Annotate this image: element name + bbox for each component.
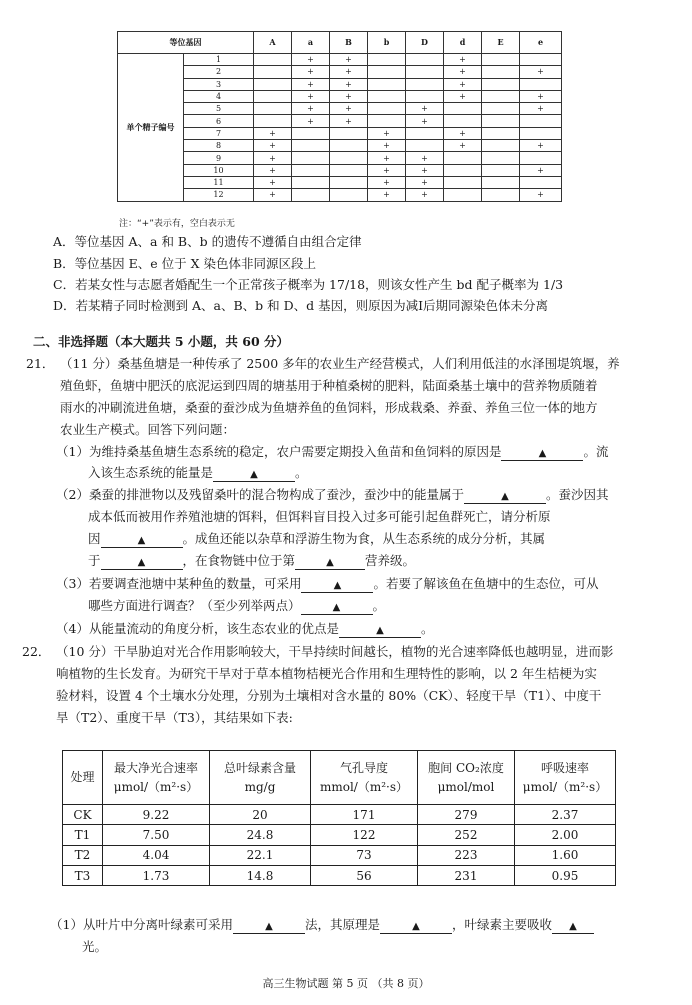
q21-p2-text: 营养级。	[365, 553, 416, 568]
table-row	[63, 865, 616, 885]
allele-cell: +	[254, 164, 292, 176]
treatment-cell: T1	[63, 825, 103, 845]
allele-cell: +	[254, 152, 292, 164]
q22-sub1-line1	[50, 917, 594, 934]
allele-cell: +	[292, 90, 330, 102]
allele-cell: +	[330, 54, 368, 66]
allele-cell: +	[292, 78, 330, 90]
allele-table-body	[118, 54, 562, 202]
value-cell: 24.8	[210, 825, 311, 845]
allele-cell: +	[254, 176, 292, 188]
answer-blank[interactable]: ▲	[101, 557, 183, 570]
allele-cell	[254, 90, 292, 102]
allele-cell	[482, 78, 520, 90]
q21-p1-text: 。	[295, 465, 308, 480]
header-unit: mmol/（m²·s）	[319, 779, 409, 794]
allele-cell: +	[368, 127, 406, 139]
header-title: 胞间 CO₂浓度	[428, 760, 504, 775]
q21-part2-line3	[88, 531, 545, 548]
sperm-id: 12	[184, 189, 254, 201]
value-cell: 223	[418, 845, 515, 865]
page-footer: 高三生物试题 第 5 页 （共 8 页）	[262, 977, 430, 990]
allele-cell: +	[330, 78, 368, 90]
allele-cell: +	[330, 66, 368, 78]
allele-cell	[330, 152, 368, 164]
allele-col: a	[292, 32, 330, 54]
value-cell: 9.22	[103, 805, 210, 825]
treatment-cell: T3	[63, 865, 103, 885]
column-header	[311, 751, 418, 805]
allele-cell: +	[444, 90, 482, 102]
sperm-row	[118, 189, 562, 201]
q22-line3: 验材料，设置 4 个土壤水分处理，分别为土壤相对含水量的 80%（CK）、轻度干旱（T1）、中度干	[56, 688, 602, 703]
column-header	[63, 751, 103, 805]
allele-cell	[330, 140, 368, 152]
treatment-cell: T2	[63, 845, 103, 865]
allele-cell	[292, 127, 330, 139]
q21-part4-line1	[56, 621, 433, 638]
value-cell: 0.95	[515, 865, 616, 885]
allele-cell	[482, 66, 520, 78]
q21-line4: 农业生产模式。回答下列问题：	[60, 422, 236, 437]
allele-cell: +	[406, 103, 444, 115]
value-cell: 171	[311, 805, 418, 825]
allele-cell: +	[406, 176, 444, 188]
allele-cell: +	[368, 140, 406, 152]
header-unit: μmol/（m²·s）	[522, 779, 608, 794]
allele-cell	[368, 90, 406, 102]
header-unit: mg/g	[244, 779, 276, 794]
value-cell: 14.8	[210, 865, 311, 885]
answer-blank[interactable]: ▲	[301, 580, 373, 593]
answer-blank[interactable]: ▲	[339, 625, 421, 638]
sperm-id: 7	[184, 127, 254, 139]
sperm-id: 9	[184, 152, 254, 164]
sperm-id: 11	[184, 176, 254, 188]
allele-header-label: 等位基因	[118, 32, 254, 54]
q21-p2-text: 于	[88, 553, 101, 568]
sperm-row	[118, 90, 562, 102]
allele-cell	[406, 66, 444, 78]
q21-part3-line2	[88, 598, 385, 615]
allele-cell	[444, 103, 482, 115]
sperm-row	[118, 115, 562, 127]
allele-cell: +	[406, 152, 444, 164]
allele-cell	[482, 103, 520, 115]
option-d: D．若某精子同时检测到 A、a、B、b 和 D、d 基因，则原因为减Ⅰ后期同源染色体未分离	[53, 298, 549, 313]
answer-blank[interactable]: ▲	[233, 921, 305, 934]
value-cell: 7.50	[103, 825, 210, 845]
value-cell: 2.37	[515, 805, 616, 825]
q21-part2-line4	[88, 553, 415, 570]
table-row	[63, 805, 616, 825]
allele-cell	[444, 189, 482, 201]
table-header-row	[63, 751, 616, 805]
allele-cell	[520, 152, 562, 164]
allele-cell: +	[520, 66, 562, 78]
allele-col: D	[406, 32, 444, 54]
q21-line3: 雨水的冲刷流进鱼塘，桑蚕的蚕沙成为鱼塘养鱼的鱼饲料，形成栽桑、养蚕、养鱼三位一体的地方	[60, 400, 598, 415]
allele-cell: +	[520, 189, 562, 201]
sperm-id: 1	[184, 54, 254, 66]
value-cell: 2.00	[515, 825, 616, 845]
q21-p1-text: 。流	[583, 444, 609, 459]
allele-col: b	[368, 32, 406, 54]
allele-col: E	[482, 32, 520, 54]
allele-cell	[368, 54, 406, 66]
allele-cell	[482, 152, 520, 164]
allele-cell: +	[330, 90, 368, 102]
sperm-id: 10	[184, 164, 254, 176]
allele-cell	[482, 164, 520, 176]
column-header	[418, 751, 515, 805]
allele-cell: +	[444, 54, 482, 66]
q22-sub1-line2: 光。	[82, 939, 108, 954]
header-title: 呼吸速率	[540, 760, 589, 775]
value-cell: 252	[418, 825, 515, 845]
q21-number: 21．	[26, 356, 55, 371]
sperm-id: 2	[184, 66, 254, 78]
sperm-row	[118, 78, 562, 90]
allele-cell	[330, 176, 368, 188]
column-header	[103, 751, 210, 805]
allele-col: A	[254, 32, 292, 54]
allele-cell	[482, 90, 520, 102]
q21-p3-text: 哪些方面进行调查？（至少列举两点）	[88, 598, 301, 613]
allele-cell: +	[254, 127, 292, 139]
allele-cell: +	[292, 103, 330, 115]
header-unit: μmol/mol	[437, 779, 495, 794]
q21-p2-text: 。蚕沙因其	[545, 487, 609, 502]
sperm-row	[118, 127, 562, 139]
q21-p4-text: 。	[420, 621, 434, 636]
allele-cell: +	[330, 103, 368, 115]
allele-cell	[482, 127, 520, 139]
q22-line2: 响植物的生长发育。为研究干旱对于草本植物桔梗光合作用和生理特性的影响，以 2 年生桔梗为实	[56, 666, 597, 681]
value-cell: 122	[311, 825, 418, 845]
value-cell: 1.73	[103, 865, 210, 885]
q21-line2: 殖鱼虾，鱼塘中肥沃的底泥运到四周的塘基用于种植桑树的肥料，陆面桑基土壤中的营养物质随着	[60, 378, 598, 393]
q21-line1: （11 分）桑基鱼塘是一种传承了 2500 多年的农业生产经营模式，人们利用低洼的水泽围堤筑堰，养	[60, 356, 620, 371]
q21-p4-text: （4）从能量流动的角度分析，该生态农业的优点是	[56, 621, 339, 636]
allele-cell: +	[520, 164, 562, 176]
option-a: A．等位基因 A、a 和 B、b 的遗传不遵循自由组合定律	[53, 234, 362, 249]
q21-p3-text: 。若要了解该鱼在鱼塘中的生态位，可从	[373, 576, 599, 591]
sperm-id: 3	[184, 78, 254, 90]
allele-cell	[482, 140, 520, 152]
allele-cell: +	[444, 78, 482, 90]
allele-cell: +	[292, 115, 330, 127]
allele-cell	[368, 66, 406, 78]
value-cell: 22.1	[210, 845, 311, 865]
value-cell: 56	[311, 865, 418, 885]
value-cell: 4.04	[103, 845, 210, 865]
answer-blank[interactable]: ▲	[295, 557, 365, 570]
option-b: B．等位基因 E、e 位于 X 染色体非同源区段上	[53, 256, 317, 271]
answer-blank[interactable]: ▲	[213, 469, 295, 482]
q21-p1-text: 入该生态系统的能量是	[88, 465, 214, 480]
q21-p3-text: 。	[372, 598, 386, 613]
header-title: 气孔导度	[339, 760, 388, 775]
allele-cell	[406, 140, 444, 152]
allele-cell	[520, 115, 562, 127]
allele-cell	[330, 189, 368, 201]
allele-cell: +	[292, 66, 330, 78]
allele-cell	[292, 152, 330, 164]
allele-cell: +	[368, 189, 406, 201]
header-unit: μmol/（m²·s）	[113, 779, 199, 794]
header-title: 处理	[70, 770, 95, 784]
q21-p2-text: 因	[88, 531, 101, 546]
allele-cell: +	[520, 90, 562, 102]
allele-cell	[520, 176, 562, 188]
allele-cell	[482, 54, 520, 66]
allele-cell	[520, 127, 562, 139]
q21-part1-line2	[88, 465, 308, 482]
q21-part2-line2: 成本低而被用作养殖池塘的饵料，但饵料盲目投入过多可能引起鱼群死亡，请分析原	[88, 509, 551, 524]
allele-cell	[482, 176, 520, 188]
value-cell: 231	[418, 865, 515, 885]
allele-cell: +	[520, 140, 562, 152]
allele-col: B	[330, 32, 368, 54]
header-title: 最大净光合速率	[113, 760, 198, 775]
q22-line1: （10 分）干旱胁迫对光合作用影响较大，干旱持续时间越长，植物的光合速率降低也越明显，进而影	[56, 644, 614, 659]
q22-s1-text: ，叶绿素主要吸收	[451, 917, 552, 932]
value-cell: 20	[210, 805, 311, 825]
allele-cell: +	[444, 66, 482, 78]
allele-col: e	[520, 32, 562, 54]
answer-blank[interactable]: ▲	[464, 491, 546, 504]
table-body	[63, 805, 616, 886]
answer-blank[interactable]: ▲	[552, 921, 594, 934]
sperm-id: 4	[184, 90, 254, 102]
allele-cell: +	[254, 189, 292, 201]
sperm-row	[118, 152, 562, 164]
q21-part2-line1	[56, 487, 608, 504]
treatment-cell: CK	[63, 805, 103, 825]
q22-line4: 旱（T2）、重度干旱（T3），其结果如下表:	[56, 710, 293, 725]
allele-cell	[292, 140, 330, 152]
allele-cell	[444, 152, 482, 164]
allele-cell	[254, 78, 292, 90]
allele-cell	[406, 78, 444, 90]
allele-cell	[368, 78, 406, 90]
sperm-row	[118, 140, 562, 152]
value-cell: 1.60	[515, 845, 616, 865]
header-title: 总叶绿素含量	[223, 760, 296, 775]
allele-cell	[368, 115, 406, 127]
section-title: 二、非选择题（本大题共 5 小题，共 60 分）	[33, 334, 290, 349]
allele-cell	[292, 176, 330, 188]
sperm-row	[118, 54, 562, 66]
allele-col: d	[444, 32, 482, 54]
allele-cell: +	[406, 189, 444, 201]
allele-cell	[406, 90, 444, 102]
sperm-id: 5	[184, 103, 254, 115]
allele-cell	[330, 127, 368, 139]
allele-cell	[254, 54, 292, 66]
allele-cell	[406, 54, 444, 66]
allele-cell: +	[444, 140, 482, 152]
q21-p2-text: （2）桑蚕的排泄物以及残留桑叶的混合物构成了蚕沙，蚕沙中的能量属于	[56, 487, 464, 502]
allele-cell	[444, 176, 482, 188]
allele-cell	[520, 78, 562, 90]
allele-cell: +	[520, 103, 562, 115]
q21-part3-line1	[56, 576, 598, 593]
sperm-row	[118, 66, 562, 78]
drought-results-table	[62, 750, 616, 886]
sperm-id: 8	[184, 140, 254, 152]
value-cell: 73	[311, 845, 418, 865]
answer-blank[interactable]: ▲	[501, 448, 583, 461]
allele-cell	[444, 164, 482, 176]
sperm-id: 6	[184, 115, 254, 127]
answer-blank[interactable]: ▲	[301, 602, 373, 615]
option-c: C．若某女性与志愿者婚配生一个正常孩子概率为 17/18，则该女性产生 bd 配子概率为 1/3	[53, 277, 564, 292]
allele-cell: +	[406, 115, 444, 127]
sperm-row	[118, 164, 562, 176]
table-note: 注：“+”表示有，空白表示无	[119, 219, 235, 229]
sperm-row	[118, 176, 562, 188]
column-header	[210, 751, 311, 805]
q21-p3-text: （3）若要调查池塘中某种鱼的数量，可采用	[56, 576, 302, 591]
answer-blank[interactable]: ▲	[380, 921, 452, 934]
allele-cell	[444, 115, 482, 127]
answer-blank[interactable]: ▲	[101, 535, 183, 548]
q21-p1-text: （1）为维持桑基鱼塘生态系统的稳定，农户需要定期投入鱼苗和鱼饲料的原因是	[56, 444, 502, 459]
allele-cell	[330, 164, 368, 176]
q22-s1-text: 法，其原理是	[304, 917, 380, 932]
allele-cell	[368, 103, 406, 115]
table-row	[63, 825, 616, 845]
value-cell: 279	[418, 805, 515, 825]
q21-p2-text: 。成鱼还能以杂草和浮游生物为食，从生态系统的成分分析，其属	[182, 531, 546, 546]
allele-cell	[254, 103, 292, 115]
allele-cell	[292, 164, 330, 176]
table-row	[63, 845, 616, 865]
allele-cell: +	[368, 164, 406, 176]
q22-s1-text: （1）从叶片中分离叶绿素可采用	[50, 917, 233, 932]
allele-cell	[482, 189, 520, 201]
q22-number: 22．	[22, 644, 51, 659]
sperm-row	[118, 103, 562, 115]
q21-p2-text: ，在食物链中位于第	[182, 553, 296, 568]
allele-cell: +	[444, 127, 482, 139]
allele-cell	[254, 66, 292, 78]
allele-cell: +	[368, 152, 406, 164]
allele-cell	[482, 115, 520, 127]
allele-cell	[254, 115, 292, 127]
row-group-label: 单个精子编号	[118, 54, 184, 202]
allele-cell: +	[254, 140, 292, 152]
allele-cell	[292, 189, 330, 201]
allele-cell: +	[368, 176, 406, 188]
allele-cell: +	[330, 115, 368, 127]
allele-cell	[520, 54, 562, 66]
allele-cell: +	[406, 164, 444, 176]
column-header	[515, 751, 616, 805]
q21-part1-line1	[56, 444, 608, 461]
allele-cell	[406, 127, 444, 139]
allele-cell: +	[292, 54, 330, 66]
allele-table	[117, 31, 562, 202]
